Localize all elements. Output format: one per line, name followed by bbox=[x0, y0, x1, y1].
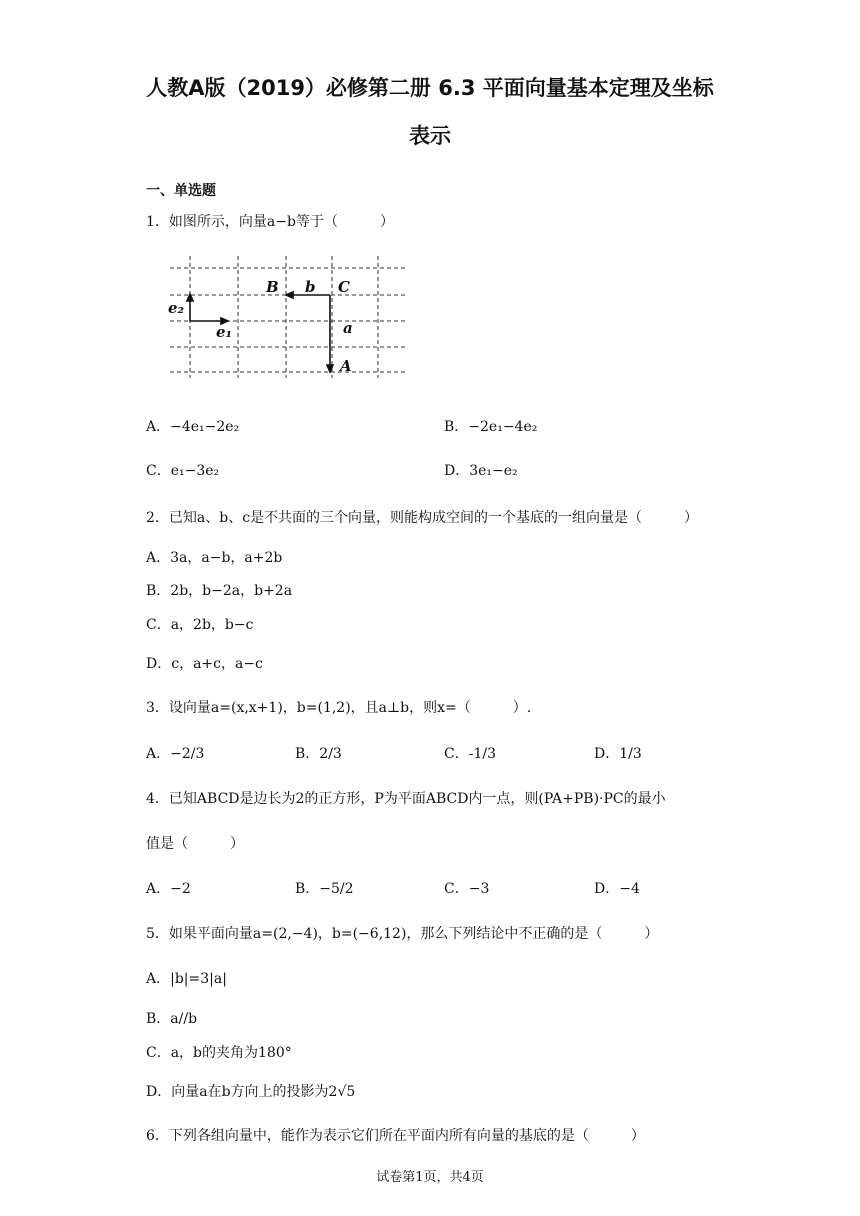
page-footer: 试卷第1页，共4页 bbox=[376, 1170, 484, 1185]
q2-option-c: C．a，2b，b−c bbox=[146, 617, 254, 633]
label-e1: e₁ bbox=[216, 323, 233, 341]
q5-option-c: C．a，b的夹角为180° bbox=[146, 1045, 292, 1061]
q4-option-c: C．−3 bbox=[444, 881, 490, 897]
q1-option-a: A．−4e₁−2e₂ bbox=[146, 419, 240, 435]
q4-stem-line2: 值是（ ） bbox=[146, 836, 244, 852]
label-B: B bbox=[266, 278, 279, 296]
q2-stem: 2．已知a、b、c是不共面的三个向量，则能构成空间的一个基底的一组向量是（ ） bbox=[146, 510, 699, 526]
q4-option-d: D．−4 bbox=[594, 881, 640, 897]
q4-option-a: A．−2 bbox=[146, 881, 191, 897]
label-e2: e₂ bbox=[168, 299, 185, 317]
label-C: C bbox=[338, 278, 350, 296]
q3-option-a: A．−2/3 bbox=[146, 746, 205, 762]
section-heading: 一、单选题 bbox=[146, 183, 216, 199]
q5-option-a: A．|b|=3|a| bbox=[146, 971, 227, 987]
q2-option-a: A．3a，a−b，a+2b bbox=[146, 550, 283, 566]
q1-option-c: C．e₁−3e₂ bbox=[146, 463, 220, 479]
q4-stem-line1: 4．已知ABCD是边长为2的正方形，P为平面ABCD内一点，则(PA+PB)·PC的最小 bbox=[146, 791, 666, 807]
q3-stem: 3．设向量a=(x,x+1)，b=(1,2)，且a⊥b，则x=（ ）. bbox=[146, 700, 532, 716]
q5-option-d: D．向量a在b方向上的投影为2√5 bbox=[146, 1084, 356, 1100]
q3-option-b: B．2/3 bbox=[295, 746, 342, 762]
doc-title-line2: 表示 bbox=[409, 124, 451, 148]
label-A: A bbox=[340, 357, 352, 375]
label-b: b bbox=[305, 278, 316, 296]
q5-stem: 5．如果平面向量a=(2,−4)，b=(−6,12)，那么下列结论中不正确的是（ ） bbox=[146, 926, 659, 942]
q1-grid-figure bbox=[166, 254, 412, 378]
q5-option-b: B．a//b bbox=[146, 1011, 198, 1027]
q1-option-b: B．−2e₁−4e₂ bbox=[444, 419, 538, 435]
q2-option-b: B．2b，b−2a，b+2a bbox=[146, 583, 293, 599]
q6-stem: 6．下列各组向量中，能作为表示它们所在平面内所有向量的基底的是（ ） bbox=[146, 1128, 645, 1144]
q3-option-d: D．1/3 bbox=[594, 746, 642, 762]
doc-title-line1: 人教A版（2019）必修第二册 6.3 平面向量基本定理及坐标 bbox=[146, 76, 714, 100]
q1-option-d: D．3e₁−e₂ bbox=[444, 463, 518, 479]
q4-option-b: B．−5/2 bbox=[295, 881, 354, 897]
label-a: a bbox=[343, 319, 353, 337]
q2-option-d: D．c，a+c，a−c bbox=[146, 656, 263, 672]
q3-option-c: C．-1/3 bbox=[444, 746, 496, 762]
q1-stem: 1．如图所示，向量a−b等于（ ） bbox=[146, 214, 394, 230]
